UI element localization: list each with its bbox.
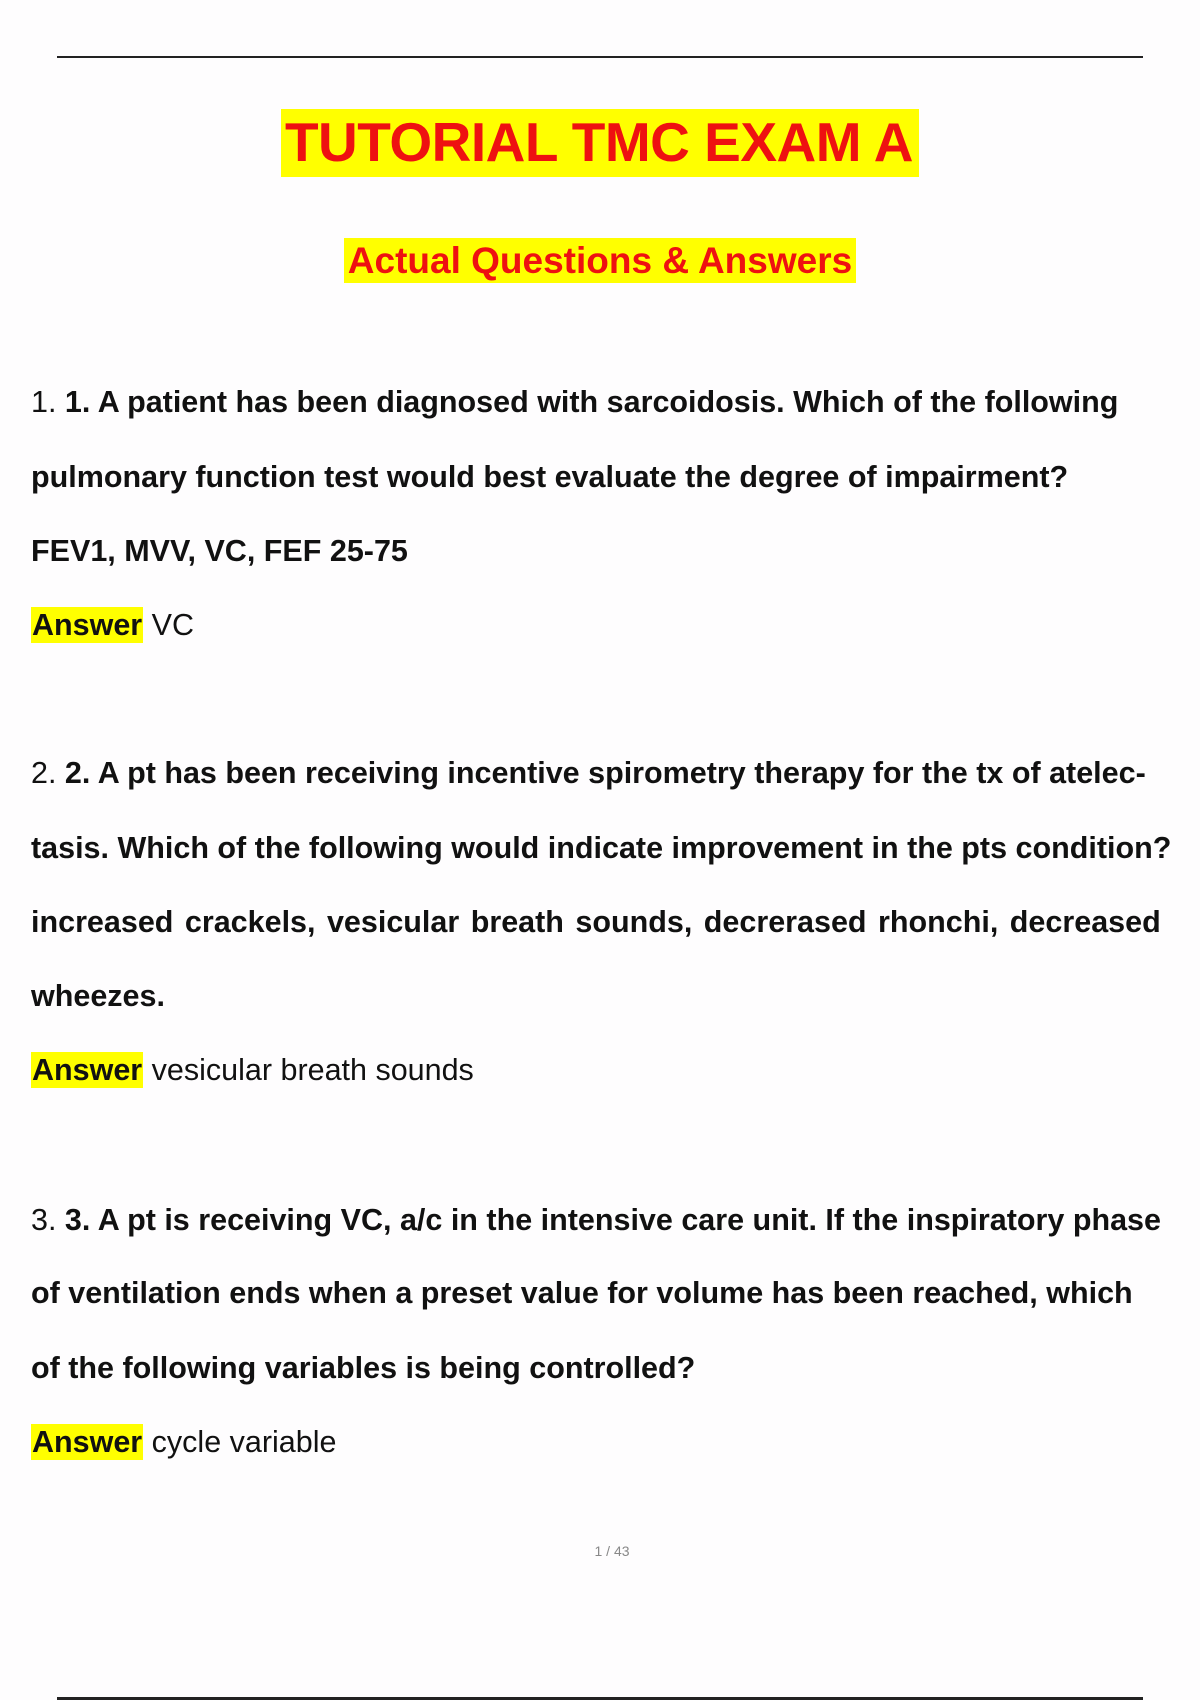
question-number: 3. <box>31 1203 57 1237</box>
question-3-line-3: of the following variables is being controlled? <box>31 1351 696 1385</box>
question-text: 3. A pt is receiving VC, a/c in the intensive care unit. If the inspiratory phase <box>64 1203 1161 1237</box>
question-2-line-4: wheezes. <box>31 979 165 1013</box>
answer-2 <box>31 1050 474 1090</box>
question-number: 2. <box>31 756 57 790</box>
answer-text: cycle variable <box>151 1425 337 1459</box>
answer-label: Answer <box>32 1425 143 1459</box>
question-text: 2. A pt has been receiving incentive spirometry therapy for the tx of atelec- <box>64 756 1146 790</box>
answer-label: Answer <box>32 608 143 642</box>
answer-3 <box>31 1422 336 1462</box>
question-2-line-3: increased crackels, vesicular breath sounds, decrerased rhonchi, decreased <box>31 905 1161 939</box>
answer-text: VC <box>151 608 195 642</box>
answer-text: vesicular breath sounds <box>151 1053 474 1087</box>
question-3-line-2: of ventilation ends when a preset value for volume has been reached, which <box>31 1276 1133 1310</box>
title-text: TUTORIAL TMC EXAM A <box>281 109 919 177</box>
top-rule <box>57 56 1143 58</box>
answer-1 <box>31 605 194 645</box>
question-3-line-1 <box>31 1200 1161 1240</box>
question-1-line-3: FEV1, MVV, VC, FEF 25-75 <box>31 534 408 568</box>
question-number: 1. <box>31 385 57 419</box>
answer-label: Answer <box>32 1053 143 1087</box>
question-2-line-2: tasis. Which of the following would indicate improvement in the pts condition? <box>31 831 1172 865</box>
page-number: 1 / 43 <box>594 1543 630 1559</box>
question-2-line-1 <box>31 753 1146 793</box>
question-1-line-1 <box>31 382 1118 422</box>
document-title <box>0 110 1200 174</box>
question-1-line-2: pulmonary function test would best evaluate the degree of impairment? <box>31 460 1069 494</box>
subtitle-text: Actual Questions & Answers <box>344 238 856 283</box>
question-text: 1. A patient has been diagnosed with sarcoidosis. Which of the following <box>64 385 1119 419</box>
document-subtitle <box>0 240 1200 282</box>
